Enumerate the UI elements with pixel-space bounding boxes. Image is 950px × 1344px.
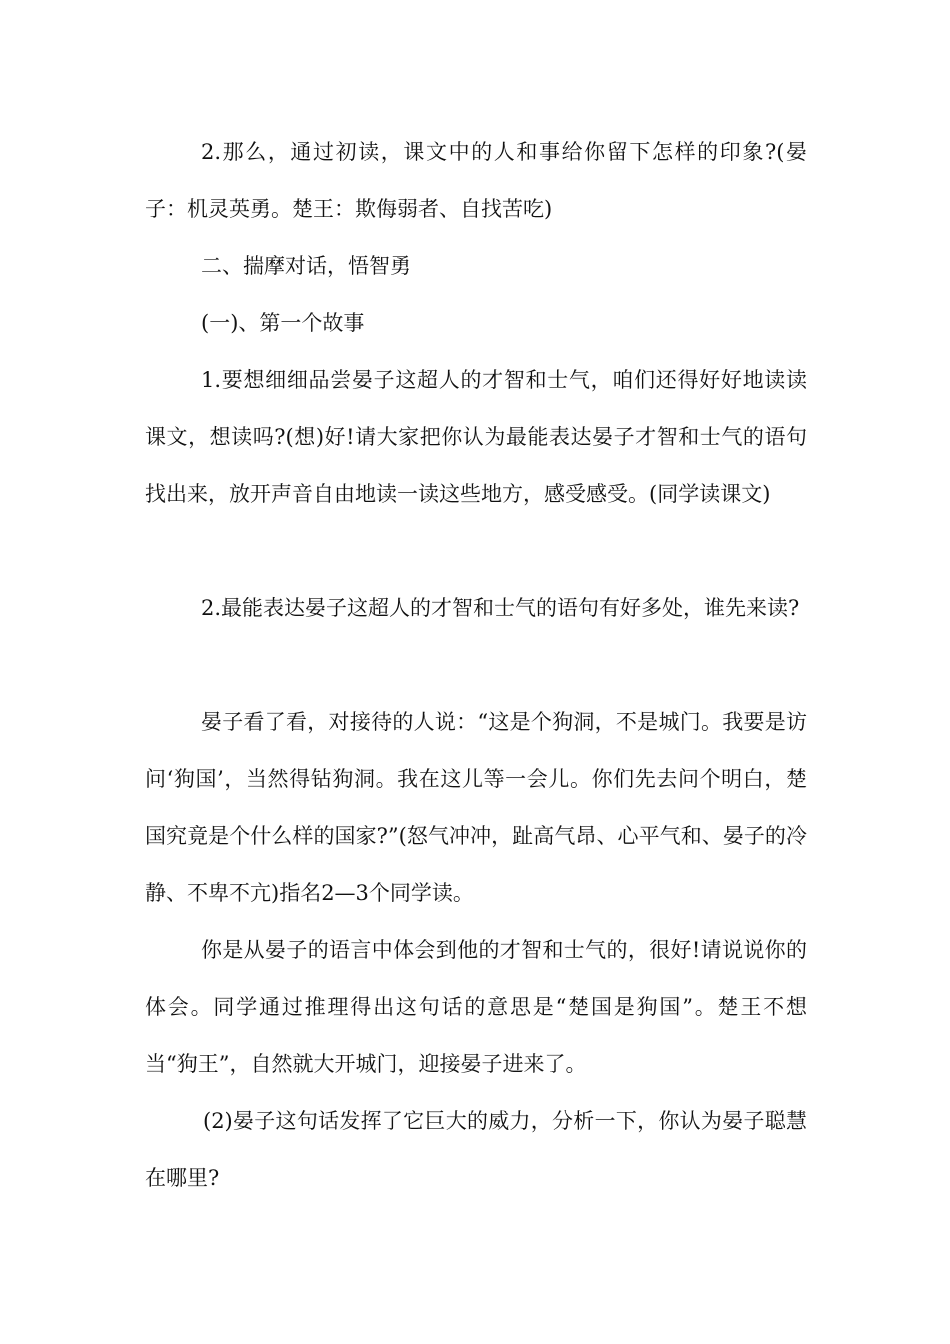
paragraph-read-instruction: 1.要想细细品尝晏子这超人的才智和士气，咱们还得好好地读读课文，想读吗?(想)好!请大家把你认为最能表达晏子才智和士气的语句找出来，放开声音自由地读一读这些地方，感受感受。(同学读课文)	[145, 368, 807, 506]
paragraph-yanzi-quote: 晏子看了看，对接待的人说：“这是个狗洞，不是城门。我要是访问‘狗国’，当然得钻狗洞。我在这儿等一会儿。你们先去问个明白，楚国究竟是个什么样的国家?”(怒气冲冲，趾高气昂、心平气和、晏子的冷静、不卑不亢)指名2—3个同学读。	[145, 710, 807, 905]
subsection-heading-first-story: (一)、第一个故事	[201, 311, 365, 335]
paragraph-who-reads-first: 2.最能表达晏子这超人的才智和士气的语句有好多处，谁先来读?	[201, 596, 800, 620]
paragraph-experience-feedback: 你是从晏子的语言中体会到他的才智和士气的，很好!请说说你的体会。同学通过推理得出这句话的意思是“楚国是狗国”。楚王不想当“狗王”，自然就大开城门，迎接晏子进来了。	[145, 938, 807, 1076]
section-heading-dialogue: 二、揣摩对话，悟智勇	[201, 254, 411, 278]
paragraph-impression-question: 2.那么，通过初读，课文中的人和事给你留下怎样的印象?(晏子：机灵英勇。楚王：欺侮弱者、自找苦吃)	[145, 140, 807, 221]
paragraph-analysis-question: (2)晏子这句话发挥了它巨大的威力，分析一下，你认为晏子聪慧在哪里?	[145, 1109, 807, 1190]
